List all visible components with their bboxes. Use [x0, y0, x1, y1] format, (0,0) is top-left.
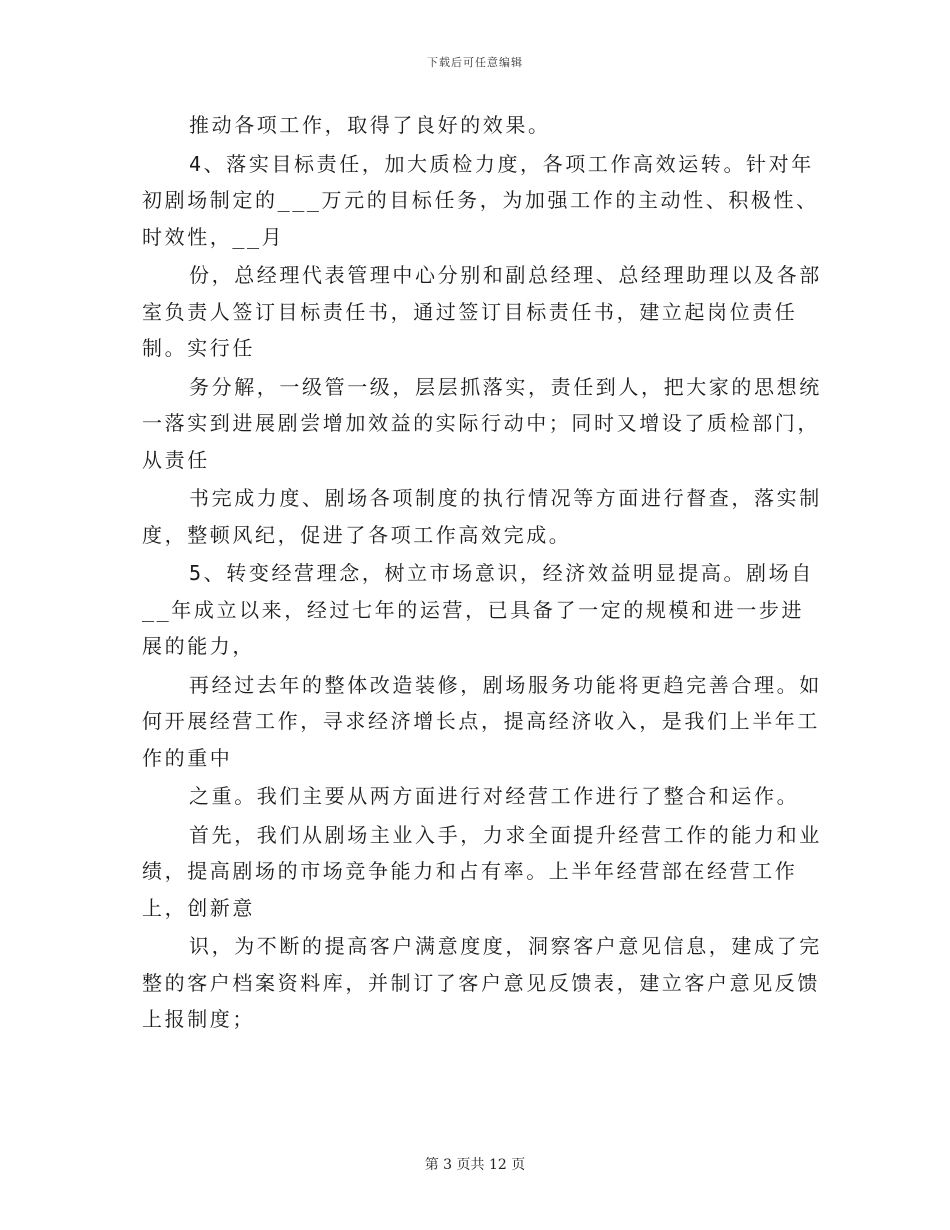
- page-header-note: 下载后可任意编辑: [427, 56, 523, 69]
- paragraph: 推动各项工作，取得了良好的效果。: [189, 113, 551, 137]
- paragraph: 之重。我们主要从两方面进行对经营工作进行了整合和运作。: [189, 784, 800, 808]
- paragraph: 识，为不断的提高客户满意度度，洞察客户意见信息，建成了完整的客户档案资料库，并制订了客户意见反馈表，建立客户意见反馈上报制度；: [142, 934, 822, 1031]
- paragraph: 再经过去年的整体改造装修，剧场服务功能将更趋完善合理。如何开展经营工作，寻求经济增长点，提高经济收入，是我们上半年工作的重中: [142, 672, 822, 770]
- paragraph: 4、落实目标责任，加大质检力度，各项工作高效运转。针对年初剧场制定的___万元的目标任务，为加强工作的主动性、积极性、时效性，__月: [142, 151, 819, 249]
- page-number: 第 3 页共 12 页: [424, 1157, 526, 1173]
- paragraph: 5、转变经营理念，树立市场意识，经济效益明显提高。剧场自__年成立以来，经过七年的运营，已具备了一定的规模和进一步进展的能力，: [142, 561, 814, 658]
- paragraph: 务分解，一级管一级，层层抓落实，责任到人，把大家的思想统一落实到进展剧尝增加效益的实际行动中；同时又增设了质检部门，从责任: [142, 374, 822, 472]
- paragraph: 首先，我们从剧场主业入手，力求全面提升经营工作的能力和业绩，提高剧场的市场竞争能力和占有率。上半年经营部在经营工作上，创新意: [142, 822, 822, 920]
- document-body: [142, 107, 822, 1040]
- paragraph: 份，总经理代表管理中心分别和副总经理、总经理助理以及各部室负责人签订目标责任书，通过签订目标责任书，建立起岗位责任制。实行任: [142, 263, 822, 360]
- paragraph: 书完成力度、剧场各项制度的执行情况等方面进行督查，落实制度，整顿风纪，促进了各项工作高效完成。: [142, 486, 822, 547]
